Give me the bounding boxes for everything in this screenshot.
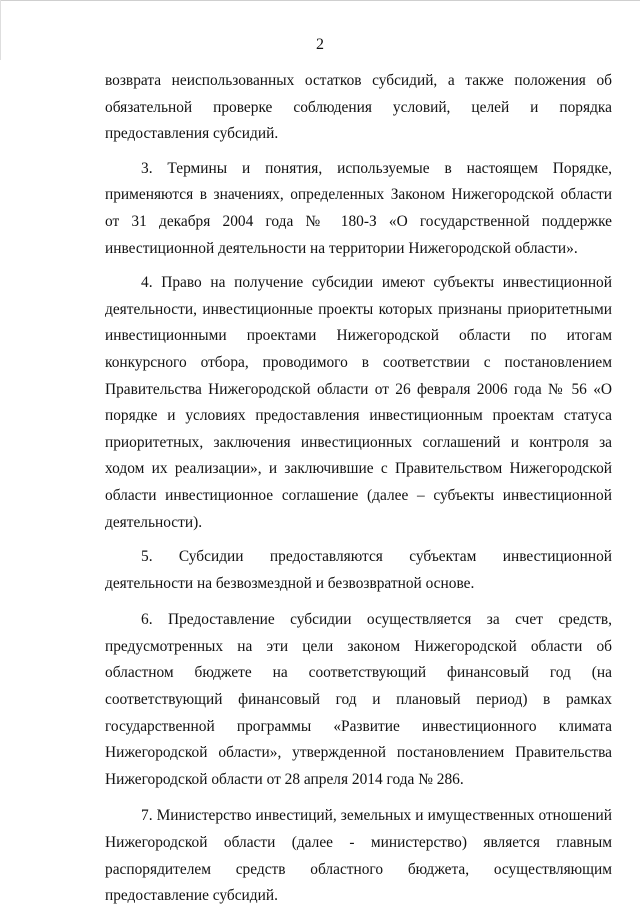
paragraph-5-gratuitous: 5. Субсидии предоставляются субъектам инвестиционной деятельности на безвозмездной и безвозвратной основе. <box>105 548 612 592</box>
paragraph-3-terms: 3. Термины и понятия, используемые в настоящем Порядке, применяются в значениях, определенных Законом Нижегородской области от 31 декабря 2004 года № 180-З «О государственной поддержке инвестиционной деятельности на территории Нижегородской области». <box>105 159 612 257</box>
page-top-edge <box>0 0 640 1</box>
paragraph-6-funding: 6. Предоставление субсидии осуществляется за счет средств, предусмотренных на эти цели законом Нижегородской области об областном бюджете на соответствующий финансовый год (на соответствующий финансовый год и плановый период) в рамках государственной программы «Развитие инвестиционного климата Нижегородской области», утвержденной постановлением Правительства Нижегородской области от 28 апреля 2014 года № 286. <box>105 611 612 788</box>
paragraph-7-ministry: 7. Министерство инвестиций, земельных и имущественных отношений Нижегородской области (далее - министерство) является главным распорядителем средств областного бюджета, осуществляющим предоставление субсидий. <box>105 807 612 905</box>
paragraph-4-eligibility: 4. Право на получение субсидии имеют субъекты инвестиционной деятельности, инвестиционные проекты которых признаны приоритетными инвестиционными проектами Нижегородской области по итогам конкурсного отбора, проводимого в соответствии с постановлением Правительства Нижегородской области от 26 февраля 2006 года № 56 «О порядке и условиях предоставления инвестиционным проектам статуса приоритетных, заключения инвестиционных соглашений и контроля за ходом их реализации», и заключившие с Правительством Нижегородской области инвестиционное соглашение (далее – субъекты инвестиционной деятельности). <box>105 274 612 531</box>
page-number: 2 <box>316 36 324 53</box>
paragraph-continuation: возврата неиспользованных остатков субсидий, а также положения об обязательной проверке соблюдения условий, целей и порядка предоставления субсидий. <box>105 72 612 143</box>
document-body <box>105 68 612 910</box>
